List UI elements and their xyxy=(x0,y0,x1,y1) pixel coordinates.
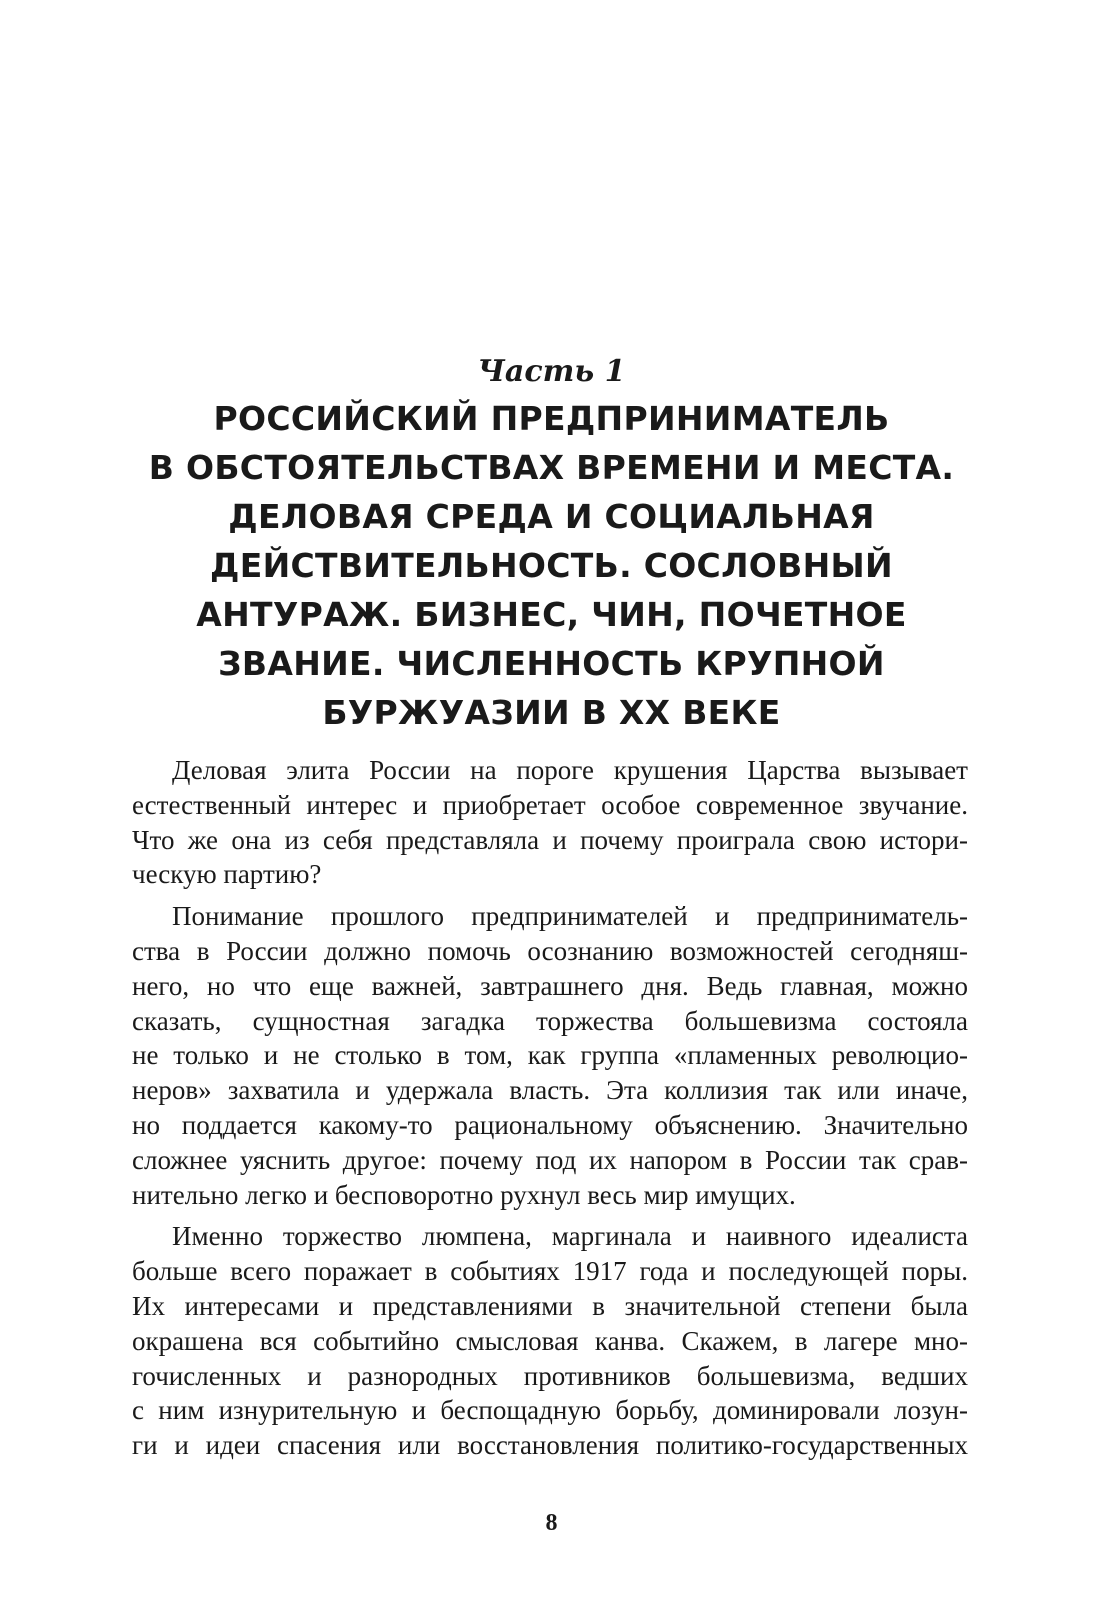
text-line: с ним изнурительную и беспощадную борьбу, доминировали лозун- xyxy=(132,1395,968,1426)
part-title-line: В ОБСТОЯТЕЛЬСТВАХ ВРЕМЕНИ И МЕСТА. xyxy=(148,448,955,487)
text-line: него, но что еще важней, завтрашнего дня. Ведь главная, можно xyxy=(132,970,968,1001)
text-line: ства в России должно помочь осознанию возможностей сегодняш- xyxy=(132,935,968,966)
text-line: окрашена вся событийно смысловая канва. Скажем, в лагере мно- xyxy=(132,1325,968,1356)
part-title-line: АНТУРАЖ. БИЗНЕС, ЧИН, ПОЧЕТНОЕ xyxy=(196,595,907,634)
part-title-line: РОССИЙСКИЙ ПРЕДПРИНИМАТЕЛЬ xyxy=(213,399,890,438)
text-line: Их интересами и представлениями в значительной степени была xyxy=(132,1290,968,1321)
text-line: Именно торжество люмпена, маргинала и наивного идеалиста xyxy=(172,1221,968,1252)
body-text xyxy=(132,753,968,1470)
text-line: гочисленных и разнородных противников большевизма, ведших xyxy=(132,1360,968,1391)
paragraph xyxy=(132,899,968,1212)
page-number: 8 xyxy=(545,1510,558,1536)
part-title-line: ДЕЙСТВИТЕЛЬНОСТЬ. СОСЛОВНЫЙ xyxy=(210,546,893,585)
text-line: сказать, сущностная загадка торжества большевизма состояла xyxy=(132,1005,968,1036)
text-line: но поддается какому-то рациональному объяснению. Значительно xyxy=(132,1109,968,1140)
text-line: не только и не столько в том, как группа «пламенных революцио- xyxy=(132,1040,968,1071)
text-line: нительно легко и бесповоротно рухнул весь мир имущих. xyxy=(132,1179,796,1210)
paragraph xyxy=(132,1219,968,1463)
paragraph xyxy=(132,753,968,892)
text-line: Деловая элита России на пороге крушения Царства вызывает xyxy=(172,755,968,785)
text-line: Что же она из себя представляла и почему проиграла свою истори- xyxy=(132,824,968,855)
part-title xyxy=(110,394,993,737)
text-line: ческую партию? xyxy=(132,859,322,890)
part-label: Часть 1 xyxy=(477,354,626,389)
part-title-line: ДЕЛОВАЯ СРЕДА И СОЦИАЛЬНАЯ xyxy=(228,497,875,536)
text-line: ги и идеи спасения или восстановления политико-государственных xyxy=(132,1430,968,1461)
text-line: больше всего поражает в событиях 1917 года и последующей поры. xyxy=(132,1256,968,1287)
text-line: неров» захватила и удержала власть. Эта коллизия так или иначе, xyxy=(132,1075,968,1106)
text-line: сложнее уяснить другое: почему под их напором в России так срав- xyxy=(132,1144,968,1175)
text-line: Понимание прошлого предпринимателей и предприниматель- xyxy=(172,901,968,932)
part-title-line: ЗВАНИЕ. ЧИСЛЕННОСТЬ КРУПНОЙ xyxy=(218,644,885,683)
text-line: естественный интерес и приобретает особое современное звучание. xyxy=(132,789,968,820)
part-title-line: БУРЖУАЗИИ В XX ВЕКЕ xyxy=(322,693,781,732)
